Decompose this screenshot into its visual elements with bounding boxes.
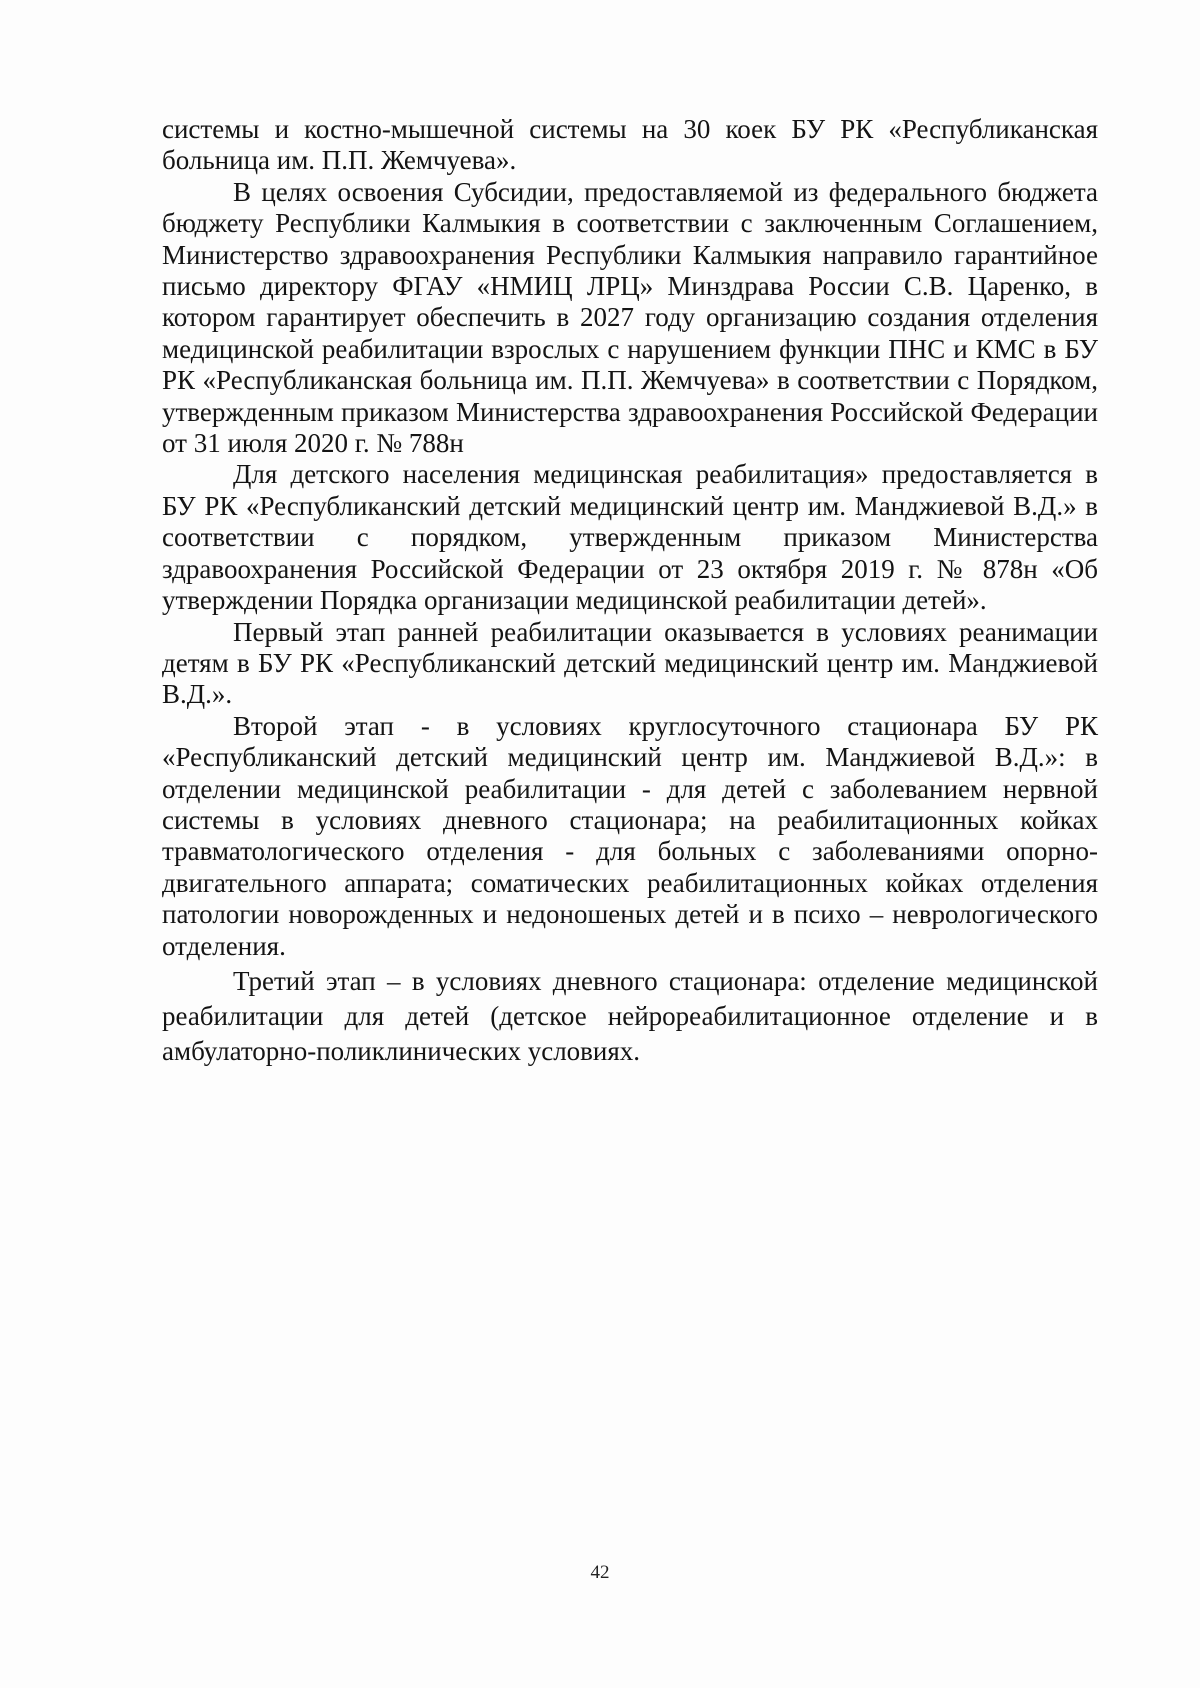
paragraph-third-stage: Третий этап – в условиях дневного стационара: отделение медицинской реабилитации для детей (детское нейрореабилитационное отделение и в амбулаторно-поликлинических условиях. <box>162 965 1098 1066</box>
paragraph-first-stage: Первый этап ранней реабилитации оказывается в условиях реанимации детям в БУ РК «Республиканский детский медицинский центр им. Манджиевой В.Д.». <box>162 616 1098 710</box>
paragraph-continuation: системы и костно-мышечной системы на 30 коек БУ РК «Республиканская больница им. П.П. Жемчуева». <box>162 114 1098 176</box>
paragraph-child-population: Для детского населения медицинская реабилитация» предоставляется в БУ РК «Республиканский детский медицинский центр им. Манджиевой В.Д.» в соответствии с порядком, утвержденным приказом Министерства здравоохранения Российской Федерации от 23 октября 2019 г. № 878н «Об утверждении Порядка организации медицинской реабилитации детей». <box>162 459 1098 616</box>
page-number: 42 <box>590 1562 610 1583</box>
paragraph-subsidy: В целях освоения Субсидии, предоставляемой из федерального бюджета бюджету Республики Калмыкия в соответствии с заключенным Соглашением, Министерство здравоохранения Республики Калмыкия направило гарантийное письмо директору ФГАУ «НМИЦ ЛРЦ» Минздрава России С.В. Царенко, в котором гарантирует обеспечить в 2027 году организацию создания отделения медицинской реабилитации взрослых с нарушением функции ПНС и КМС в БУ РК «Республиканская больница им. П.П. Жемчуева» в соответствии с Порядком, утвержденным приказом Министерства здравоохранения Российской Федерации от 31 июля 2020 г. № 788н <box>162 176 1098 459</box>
document-body <box>162 114 1098 1069</box>
paragraph-second-stage: Второй этап - в условиях круглосуточного стационара БУ РК «Республиканский детский медицинский центр им. Манджиевой В.Д.»: в отделении медицинской реабилитации - для детей с заболеванием нервной системы в условиях дневного стационара; на реабилитационных койках травматологического отделения - для больных с заболеваниями опорно-двигательного аппарата; соматических реабилитационных койках отделения патологии новорожденных и недоношеных детей и в психо – неврологического отделения. <box>162 710 1098 961</box>
